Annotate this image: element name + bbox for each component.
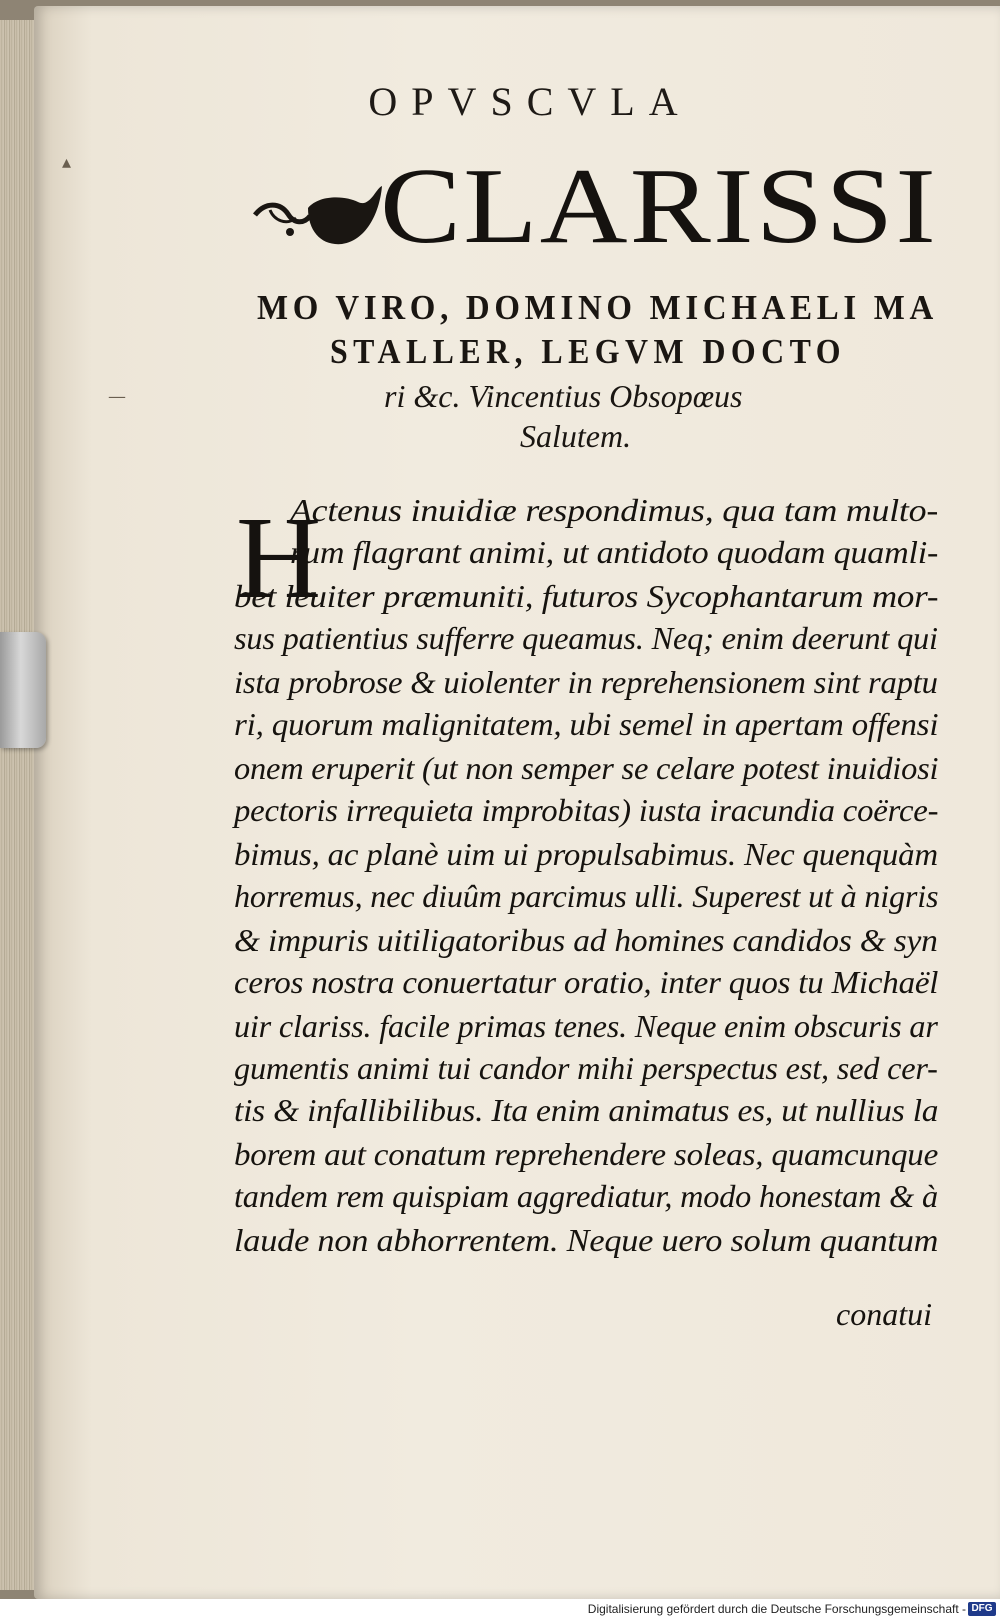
text-line: sus patientius sufferre queamus. Neq; enim deerunt qui: [234, 620, 938, 656]
margin-mark: ▴: [62, 152, 72, 173]
footer-bar: [0, 1599, 1000, 1619]
drop-cap: H: [236, 492, 322, 623]
dfg-logo: DFG: [968, 1602, 996, 1616]
text-line: tandem rem quispiam aggrediatur, modo honestam & à: [234, 1178, 938, 1214]
title-line-3: ri &c. Vincentius Obsopœus: [384, 378, 743, 414]
footer-text: Digitalisierung gefördert durch die Deutsche Forschungsgemeinschaft -: [587, 1602, 966, 1616]
text-line: laude non abhorrentem. Neque uero solum quantum: [234, 1222, 939, 1258]
text-line: ceros nostra conuertatur oratio, inter quos tu Michaël: [234, 964, 939, 1000]
margin-mark: —: [108, 386, 126, 407]
text-line: ri, quorum malignitatem, ubi semel in apertam offensi: [234, 706, 939, 742]
text-line: horremus, nec diuûm parcimus ulli. Superest ut à nigris: [234, 878, 939, 914]
text-line: gumentis animi tui candor mihi perspectus est, sed cer-: [234, 1050, 938, 1086]
running-title: OPVSCVLA: [368, 79, 692, 124]
text-line: pectoris irrequieta improbitas) iusta iracundia coërce-: [234, 792, 939, 828]
text-line: & impuris uitiligatoribus ad homines candidos & syn: [234, 922, 938, 958]
text-line: uir clariss. facile primas tenes. Neque enim obscuris ar: [234, 1008, 938, 1044]
text-line: tis & infallibilibus. Ita enim animatus es, ut nullius la: [234, 1092, 939, 1128]
fleuron-ornament-icon: [250, 180, 385, 250]
text-line: borem aut conatum reprehendere soleas, quamcunque: [234, 1136, 939, 1172]
text-line: bet leuiter præmuniti, futuros Sycophantarum mor-: [234, 578, 939, 614]
text-line: rum flagrant animi, ut antidoto quodam quamli-: [290, 534, 939, 570]
catchword: conatui: [836, 1296, 932, 1332]
page-clip: [0, 632, 46, 748]
text-line: bimus, ac planè uim ui propulsabimus. Nec quenquàm: [234, 836, 938, 872]
title-line-1: MO VIRO, DOMINO MICHAELI MA: [257, 288, 939, 327]
title-row: [250, 147, 940, 266]
text-line: Actenus inuidiæ respondimus, qua tam multo-: [290, 492, 939, 528]
text-line: ista probrose & uiolenter in reprehensionem sint raptu: [234, 664, 938, 700]
title-line-4: Salutem.: [520, 418, 632, 454]
title-line-2: STALLER, LEGVM DOCTO: [330, 332, 846, 371]
title-large: CLARISSI: [380, 147, 939, 266]
text-line: onem eruperit (ut non semper se celare potest inuidiosi: [234, 750, 939, 786]
